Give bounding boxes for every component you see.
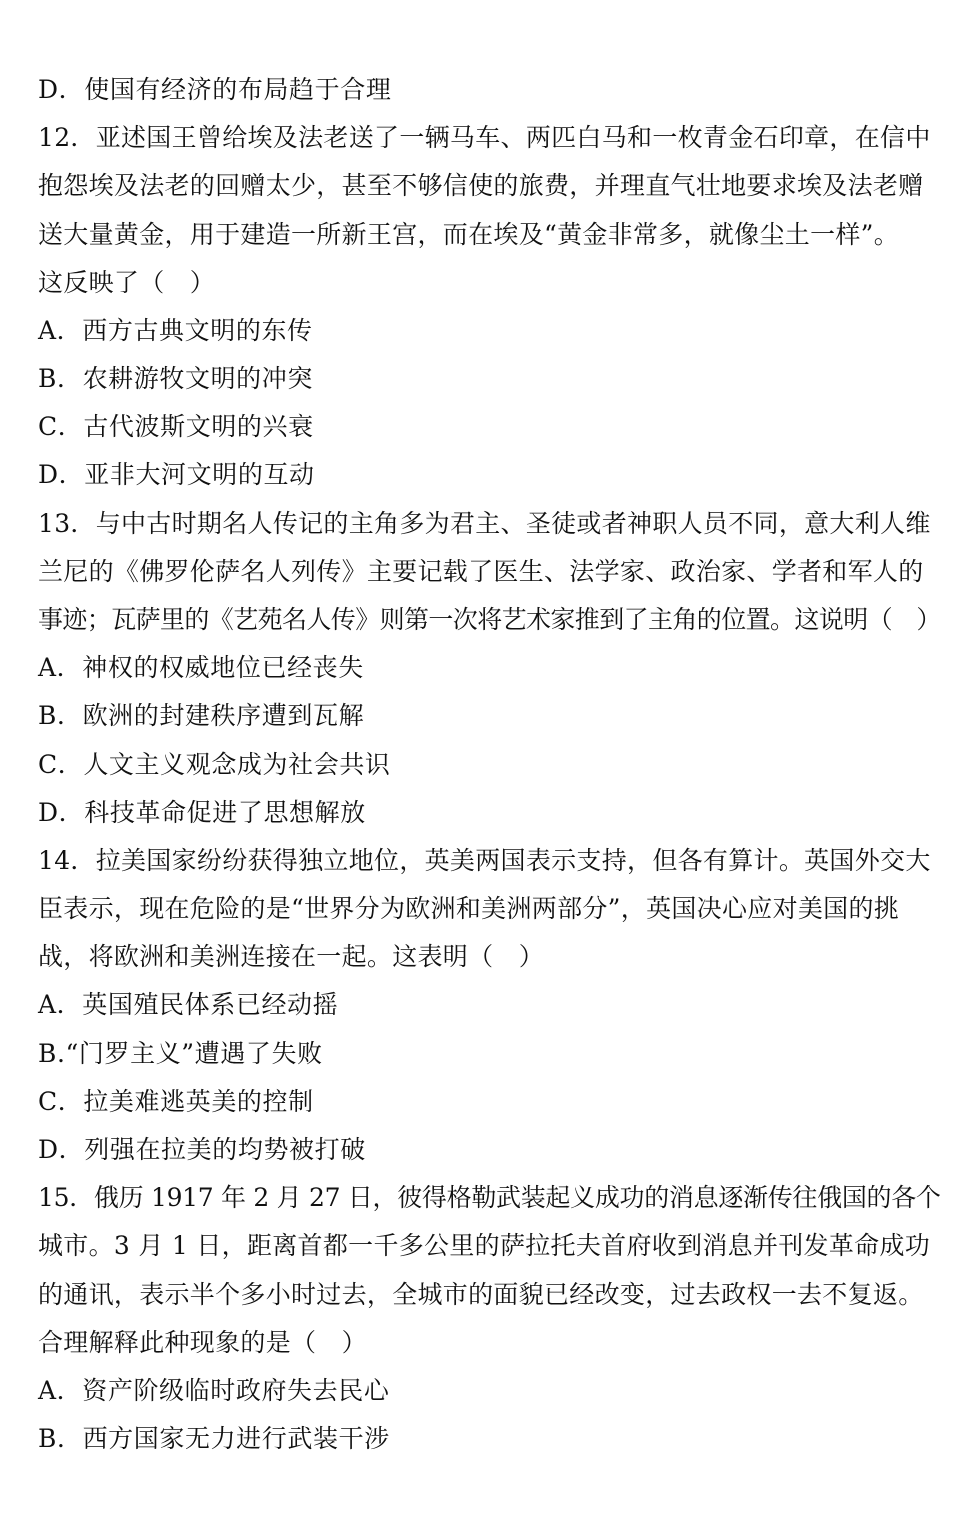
q12-option-c: C．古代波斯文明的兴衰 (38, 412, 314, 441)
q14-option-b: B.“门罗主义”遭遇了失败 (38, 1039, 323, 1068)
q12-stem-line: 抱怨埃及法老的回赠太少，甚至不够信使的旅费，并理直气壮地要求埃及法老赠 (38, 171, 924, 200)
q15-stem-line: 15．俄历 1917 年 2 月 27 日，彼得格勒武装起义成功的消息逐渐传往俄国的各个 (38, 1183, 941, 1212)
q13-option-d: D．科技革命促进了思想解放 (38, 798, 366, 827)
q15-option-b: B．西方国家无力进行武装干涉 (38, 1424, 390, 1453)
q14-stem-line: 14．拉美国家纷纷获得独立地位，英美两国表示支持，但各有算计。英国外交大 (38, 846, 931, 875)
q15-stem-line: 合理解释此种现象的是（ ） (38, 1328, 367, 1357)
q12-option-d: D．亚非大河文明的互动 (38, 460, 315, 489)
q13-stem-line: 13．与中古时期名人传记的主角多为君主、圣徒或者神职人员不同，意大利人维 (38, 509, 931, 538)
q15-option-a: A．资产阶级临时政府失去民心 (38, 1376, 390, 1405)
q14-option-c: C．拉美难逃英美的控制 (38, 1087, 314, 1116)
q13-option-a: A．神权的权威地位已经丧失 (38, 653, 364, 682)
q14-stem-line: 臣表示，现在危险的是“世界分为欧洲和美洲两部分”，英国决心应对美国的挑 (38, 894, 900, 923)
q12-stem-line: 这反映了（ ） (38, 268, 216, 297)
q12-option-b: B．农耕游牧文明的冲突 (38, 364, 313, 393)
q15-stem-line: 城市。3 月 1 日，距离首都一千多公里的萨拉托夫首府收到消息并刊发革命成功 (38, 1231, 931, 1260)
q14-option-d: D．列强在拉美的均势被打破 (38, 1135, 366, 1164)
q13-option-b: B．欧洲的封建秩序遭到瓦解 (38, 701, 365, 730)
q13-stem-line: 事迹；瓦萨里的《艺苑名人传》则第一次将艺术家推到了主角的位置。这说明（ ） (38, 605, 941, 634)
q15-stem-line: 的通讯，表示半个多小时过去，全城市的面貌已经改变，过去政权一去不复返。 (38, 1280, 924, 1309)
q14-option-a: A．英国殖民体系已经动摇 (38, 990, 339, 1019)
q13-stem-line: 兰尼的《佛罗伦萨名人列传》主要记载了医生、法学家、政治家、学者和军人的 (38, 557, 924, 586)
q12-stem-line: 12．亚述国王曾给埃及法老送了一辆马车、两匹白马和一枚青金石印章，在信中 (38, 123, 931, 152)
q12-stem-line: 送大量黄金，用于建造一所新王宫，而在埃及“黄金非常多，就像尘土一样”。 (38, 220, 900, 249)
q13-option-c: C．人文主义观念成为社会共识 (38, 750, 391, 779)
q12-option-a: A．西方古典文明的东传 (38, 316, 313, 345)
q11-option-d: D．使国有经济的布局趋于合理 (38, 75, 392, 104)
q14-stem-line: 战，将欧洲和美洲连接在一起。这表明（ ） (38, 942, 545, 971)
